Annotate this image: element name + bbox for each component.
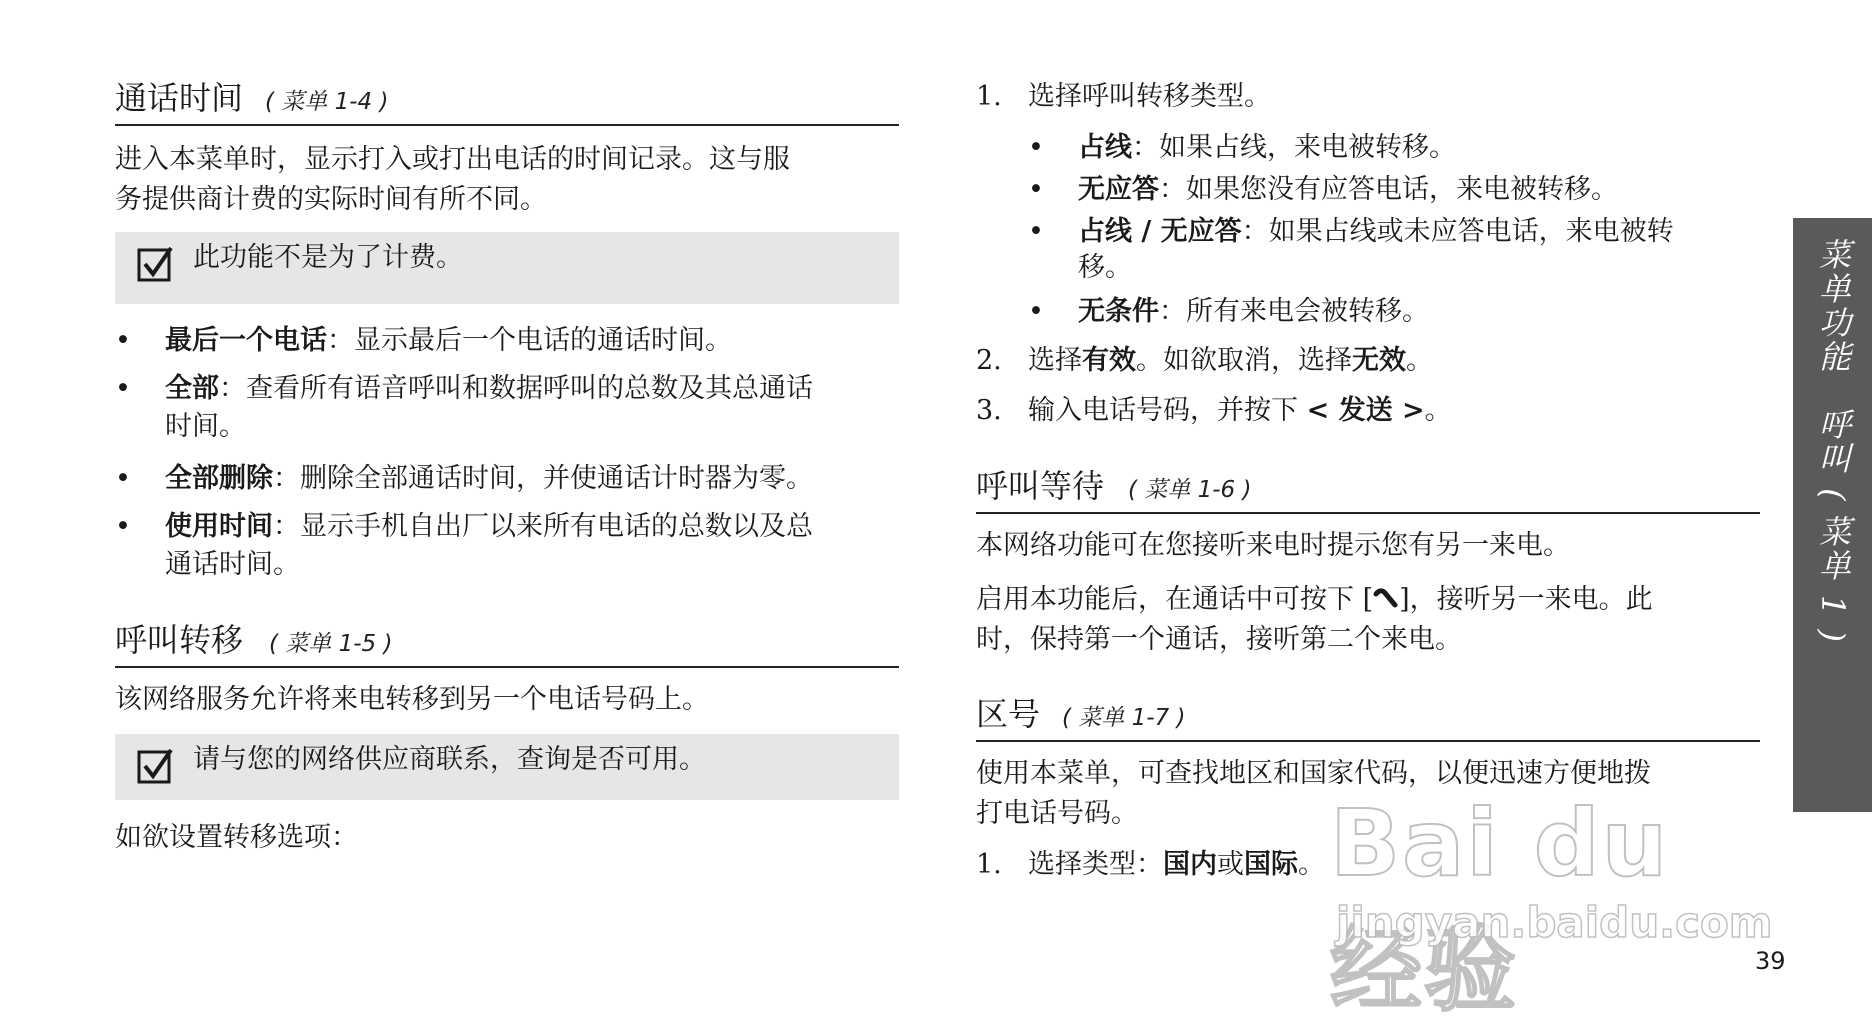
call-key-icon xyxy=(1373,587,1399,611)
paragraph: 使用本菜单，可查找地区和国家代码，以便迅速方便地拨 打电话号码。 xyxy=(976,758,1651,829)
note-text: 此功能不是为了计费。 xyxy=(193,242,463,273)
paragraph: 如欲设置转移选项： xyxy=(115,822,358,853)
section-title: 区号 xyxy=(976,695,1041,733)
paragraph: 该网络服务允许将来电转移到另一个电话号码上。 xyxy=(115,684,709,715)
paragraph: 进入本菜单时，显示打入或打出电话的时间记录。这与服 务提供商计费的实际时间有所不同。 xyxy=(115,144,790,215)
section-header-call-divert xyxy=(115,620,899,668)
chapter-side-text: 菜单功能 呼叫 ( 菜单 1 ) xyxy=(1814,238,1852,645)
section-title: 呼叫等待 xyxy=(976,467,1105,505)
section-header-area-code xyxy=(976,694,1760,742)
note-box xyxy=(115,734,899,800)
paragraph: 启用本功能后，在通话中可按下 [ ]，接听另一来电。此 时，保持第一个通话，接听第二个来电。 xyxy=(976,584,1653,655)
paragraph: 本网络功能可在您接听来电时提示您有另一来电。 xyxy=(976,530,1570,561)
page-number: 39 xyxy=(1755,947,1786,975)
section-header-call-time xyxy=(115,78,899,126)
section-menu-ref: ( 菜单 1-4 ) xyxy=(265,89,389,115)
checkbox-icon xyxy=(137,746,175,784)
section-menu-ref: ( 菜单 1-6 ) xyxy=(1128,477,1252,503)
section-title: 通话时间 xyxy=(115,79,244,117)
section-menu-ref: ( 菜单 1-7 ) xyxy=(1062,705,1186,731)
checkbox-icon xyxy=(137,244,175,282)
note-box xyxy=(115,232,899,304)
chapter-side-tab xyxy=(1793,218,1872,812)
watermark-url: jingyan.baidu.com xyxy=(1336,898,1773,947)
note-text: 请与您的网络供应商联系，查询是否可用。 xyxy=(193,744,706,775)
section-title: 呼叫转移 xyxy=(115,621,244,659)
section-menu-ref: ( 菜单 1-5 ) xyxy=(269,631,393,657)
section-header-call-waiting xyxy=(976,466,1760,514)
watermark-logo: Bai du 经验 xyxy=(1330,790,1670,1024)
